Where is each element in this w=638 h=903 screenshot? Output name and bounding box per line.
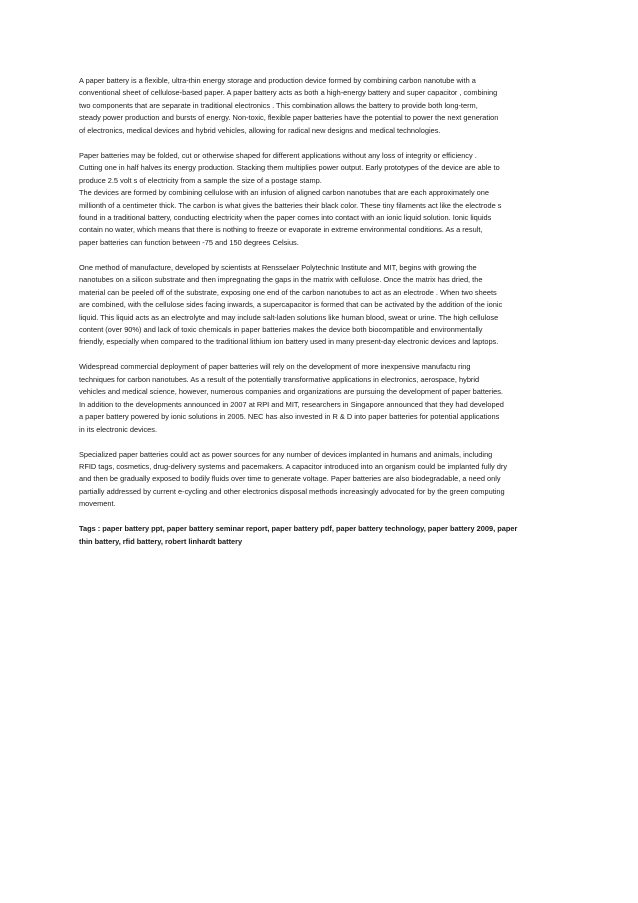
tags-line: [79, 523, 563, 548]
text-line: Widespread commercial deployment of paper batteries will rely on the development of more inexpensive manufactu ring: [79, 362, 471, 372]
text-line: partially addressed by current e-cycling and other electronics disposal methods increasingly advocated for by the green computing: [79, 486, 505, 496]
text-line: a paper battery powered by ionic solutions in 2005. NEC has also invested in R & D into paper batteries for potential applications: [79, 412, 500, 422]
text-line: A paper battery is a flexible, ultra-thin energy storage and production device formed by combining carbon nanotube with a: [79, 76, 476, 85]
text-line: millionth of a centimeter thick. The carbon is what gives the batteries their black color. These tiny filaments act like the electrode s: [79, 200, 502, 210]
text-line: liquid. This liquid acts as an electrolyte and may include salt-laden solutions like human blood, sweat or urine. The high cellulose: [79, 312, 499, 322]
paragraph-manufacture: [79, 262, 563, 349]
text-line: RFID tags, cosmetics, drug-delivery systems and pacemakers. A capacitor introduced into an organism could be implanted fully dry: [79, 461, 508, 471]
text-line: One method of manufacture, developed by scientists at Rensselaer Polytechnic Institute and MIT, begins with growing the: [79, 262, 477, 272]
text-line: content (over 90%) and lack of toxic chemicals in paper batteries makes the device both biocompatible and environmentally: [79, 325, 483, 335]
text-line: two components that are separate in traditional electronics . This combination allows the battery to provide both long-term,: [79, 100, 478, 110]
text-line: contain no water, which means that there is nothing to freeze or evaporate in extreme environmental conditions. As a result,: [79, 225, 483, 235]
text-line: produce 2.5 volt s of electricity from a sample the size of a postage stamp.: [79, 175, 322, 185]
text-line: are combined, with the cellulose sides facing inwards, a supercapacitor is formed that can be activated by the addition of the ionic: [79, 300, 503, 310]
text-line: thin battery, rfid battery, robert linhardt battery: [79, 536, 243, 546]
text-line: of electronics, medical devices and hybrid vehicles, allowing for radical new designs and medical technologies.: [79, 125, 441, 135]
document-body: [79, 75, 563, 548]
text-line: paper batteries can function between -75 and 150 degrees Celsius.: [79, 237, 299, 247]
text-line: Cutting one in half halves its energy production. Stacking them multiplies power output. Early prototypes of the device are able to: [79, 163, 500, 173]
text-line: Tags : paper battery ppt, paper battery seminar report, paper battery pdf, paper battery technology, paper battery 2009, paper: [79, 524, 518, 534]
paragraph-composition: [79, 187, 563, 249]
text-line: in its electronic devices.: [79, 424, 158, 434]
text-line: movement.: [79, 499, 116, 509]
paragraph-shaping: [79, 150, 563, 187]
paragraph-deployment: [79, 361, 563, 436]
paragraph-intro: [79, 75, 563, 137]
text-line: Specialized paper batteries could act as power sources for any number of devices implanted in humans and animals, including: [79, 449, 493, 459]
text-line: Paper batteries may be folded, cut or otherwise shaped for different applications without any loss of integrity or efficiency .: [79, 150, 477, 160]
text-line: friendly, especially when compared to the traditional lithium ion battery used in many present-day electronic devices and laptops.: [79, 337, 499, 347]
text-line: and then be gradually exposed to bodily fluids over time to generate voltage. Paper batteries are also biodegradable, a need only: [79, 474, 501, 484]
text-line: techniques for carbon nanotubes. As a result of the potentially transformative applications in electronics, aerospace, hybrid: [79, 374, 480, 384]
text-line: steady power production and bursts of energy. Non-toxic, flexible paper batteries have the potential to power the next generation: [79, 113, 499, 123]
text-line: conventional sheet of cellulose-based paper. A paper battery acts as both a high-energy battery and super capacitor , combining: [79, 88, 498, 98]
text-line: found in a traditional battery, conducting electricity when the paper comes into contact with an ionic liquid solution. Ionic liquids: [79, 212, 492, 222]
text-line: The devices are formed by combining cellulose with an infusion of aligned carbon nanotubes that are each approximately one: [79, 188, 490, 198]
text-line: In addition to the developments announced in 2007 at RPI and MIT, researchers in Singapore announced that they had developed: [79, 399, 504, 409]
paragraph-specialized: [79, 449, 563, 511]
text-line: material can be peeled off of the substrate, exposing one end of the carbon nanotubes to act as an electrode . When two sheets: [79, 287, 497, 297]
text-line: vehicles and medical science, however, numerous companies and organizations are pursuing the development of paper batteries.: [79, 387, 503, 397]
text-line: nanotubes on a silicon substrate and then impregnating the gaps in the matrix with cellulose. Once the matrix has dried, the: [79, 275, 483, 285]
